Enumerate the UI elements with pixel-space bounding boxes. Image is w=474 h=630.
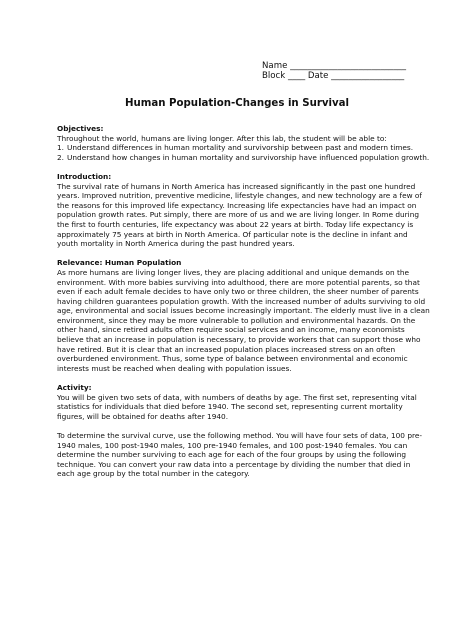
document-body [57,124,429,479]
relevance-line: have retired. But it is clear that an increased population places increased stress on an often [57,344,396,354]
introduction-line: The survival rate of humans in North America has increased significantly in the past one hundred [57,181,416,191]
activity-line: To determine the survival curve, use the following method. You will have four sets of data, 100 pre- [57,431,423,440]
objective-number: 1. [57,143,65,153]
introduction-line: population growth rates. Put simply, there are more of us and we are living longer. In Rome during [57,210,420,220]
relevance-line: environment. With more babies surviving into adulthood, there are more potential parents, so that [57,277,420,287]
objective-item [57,153,429,163]
activity-line: You will be given two sets of data, with numbers of deaths by age. The first set, representing vital [57,392,417,402]
relevance-line: having children guarantees population growth. With the increased number of adults surviving to old [57,296,426,306]
activity-heading: Activity: [57,383,92,393]
section-gap [57,373,429,383]
introduction-line: approximately 75 years at birth in North America. Of particular note is the decline in infant and [57,229,408,239]
introduction-line: youth mortality in North America during the past hundred years. [57,239,295,249]
introduction-line: years. Improved nutrition, preventive medicine, lifestyle changes, and new technology are a few of [57,191,423,201]
activity-line: technique. You can convert your raw data into a percentage by dividing the number that died in [57,459,411,469]
relevance-heading: Relevance: Human Population [57,258,182,268]
objective-item [57,143,429,153]
objective-text: Understand differences in human mortality and survivorship between past and modern times. [67,143,414,153]
introduction-heading: Introduction: [57,171,112,181]
introduction-line: the reasons for this improved life expectancy. Increasing life expectancies have had an impact on [57,200,417,210]
objectives-heading: Objectives: [57,124,104,133]
relevance-line: age, environmental and social issues become increasingly important. The elderly must live in a clean [57,306,430,316]
block-date-line: Block ____ Date _________________ [262,71,405,81]
relevance-line: environment, since they may be more vulnerable to pollution and environmental hazards. On the [57,315,416,325]
objectives-intro: Throughout the world, humans are living longer. After this lab, the student will be able to: [57,133,387,143]
activity-line: figures, will be obtained for deaths after 1940. [57,411,229,421]
activity-line: each age group by the total number in the category. [57,469,250,479]
section-gap [57,421,429,431]
section-gap [57,249,429,259]
relevance-line: believe that an increase in population is necessary, to provide workers that can support those who [57,335,421,345]
activity-line: determine the number surviving to each age for each of the four groups by using the following [57,450,407,460]
section-gap [57,162,429,172]
document-title: Human Population-Changes in Survival [124,98,349,109]
relevance-line: even if each adult female decides to have only two or three children, the sheer number of parents [57,287,419,297]
introduction-line: the first to fourth centuries, life expectancy was about 22 years at birth. Today life expectancy is [57,219,414,229]
relevance-line: other hand, since retired adults often require social services and an income, many economists [57,325,405,335]
objective-text: Understand how changes in human mortality and survivorship have influenced population growth. [67,152,430,162]
relevance-line: overburdened environment. Thus, some type of balance between environmental and economic [57,354,408,364]
relevance-line: interests must be reached when dealing with population issues. [57,363,292,373]
activity-line: 1940 males, 100 post-1940 males, 100 pre-1940 females, and 100 post-1940 females. You can [57,440,408,450]
relevance-line: As more humans are living longer lives, they are placing additional and unique demands on the [57,267,409,277]
objective-number: 2. [57,152,65,162]
name-line: Name ___________________________ [262,61,407,71]
activity-line: statistics for individuals that died before 1940. The second set, representing current mortality [57,402,403,412]
